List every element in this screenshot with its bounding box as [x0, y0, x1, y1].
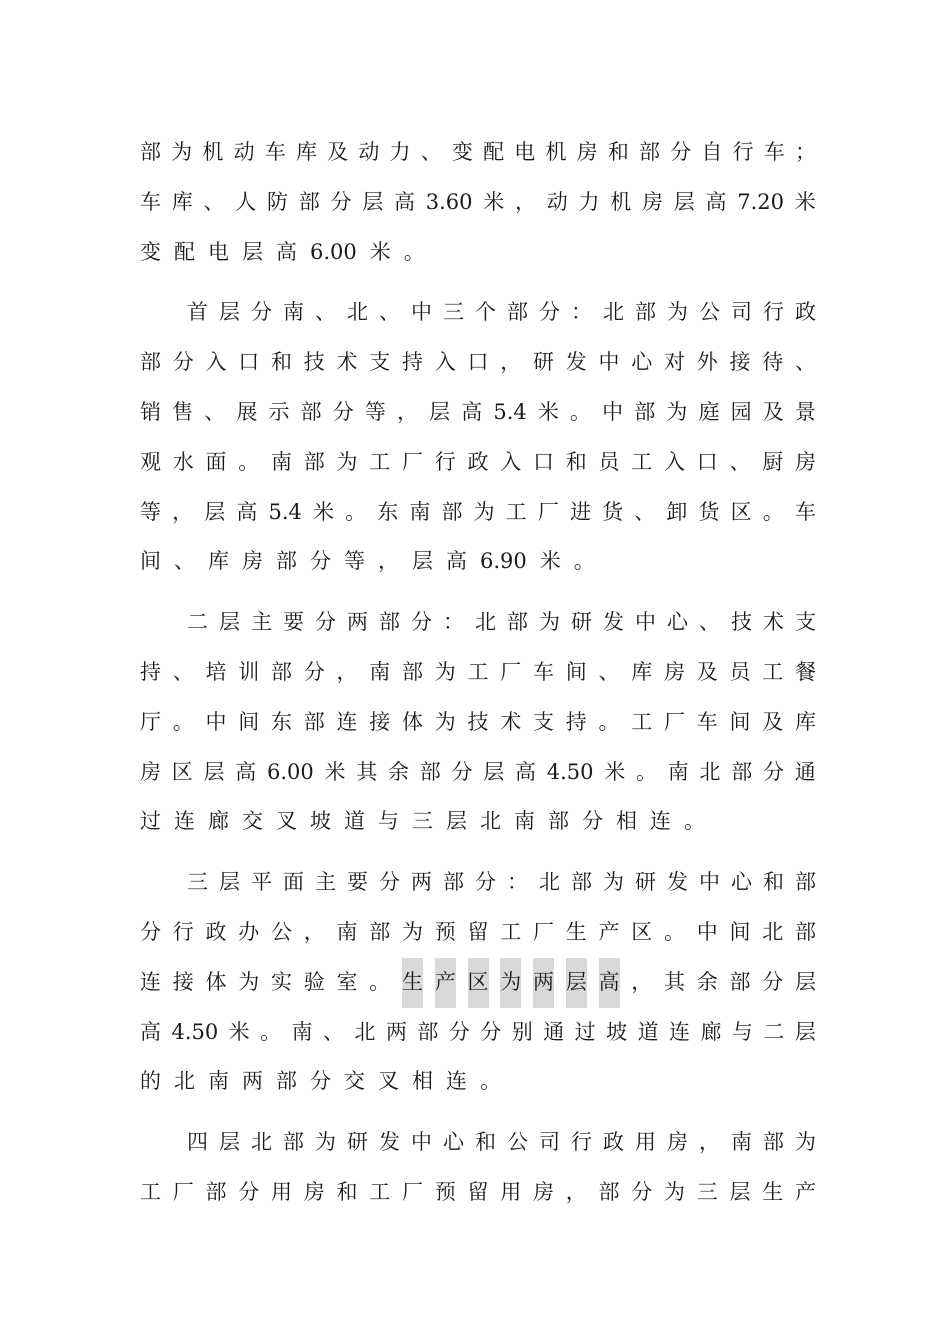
text-line: 车 库 、 人 防 部 分 层 高 3.60 米 ， 动 力 机 房 层 高 7.20 米: [140, 189, 816, 214]
text-line: 四 层 北 部 为 研 发 中 心 和 公 司 行 政 用 房 ， 南 部 为: [187, 1130, 816, 1155]
text-line: 三 层 平 面 主 要 分 两 部 分 ： 北 部 为 研 发 中 心 和 部: [187, 870, 816, 895]
paragraph-p5: [140, 1118, 816, 1218]
text-line: 部 为 机 动 车 库 及 动 力 、 变 配 电 机 房 和 部 分 自 行 车 ；: [140, 140, 816, 164]
paragraph-p3: [140, 598, 816, 847]
text-line: 等 ， 层 高 5.4 米 。 东 南 部 为 工 厂 进 货 、 卸 货 区 。 车: [140, 499, 816, 524]
paragraph-p1: [140, 128, 816, 277]
text-line: 过 连 廊 交 叉 坡 道 与 三 层 北 南 部 分 相 连 。: [140, 809, 705, 834]
text-line: 高 4.50 米 。 南 、 北 两 部 分 分 别 通 过 坡 道 连 廊 与 二 层: [140, 1019, 816, 1044]
text-line: 房 区 层 高 6.00 米 其 余 部 分 层 高 4.50 米 。 南 北 部 分 通: [140, 759, 816, 784]
text-line: 变 配 电 层 高 6.00 米 。: [140, 239, 425, 264]
text-line: 销 售 、 展 示 部 分 等 ， 层 高 5.4 米 。 中 部 为 庭 园 及 景: [140, 399, 816, 424]
text-line: 工 厂 部 分 用 房 和 工 厂 预 留 用 房 ， 部 分 为 三 层 生 产: [140, 1179, 816, 1204]
text-line: 观 水 面 。 南 部 为 工 厂 行 政 入 口 和 员 工 入 口 、 厨 房: [140, 449, 816, 474]
text-line: 的 北 南 两 部 分 交 叉 相 连 。: [140, 1069, 501, 1094]
text-line: 首 层 分 南 、 北 、 中 三 个 部 分 ： 北 部 为 公 司 行 政: [187, 300, 816, 325]
text-line: 部 分 入 口 和 技 术 支 持 入 口 ， 研 发 中 心 对 外 接 待 、: [140, 350, 816, 375]
paragraph-p2: [140, 288, 816, 587]
paragraph-p4: [140, 858, 816, 1107]
text-line: 厅 。 中 间 东 部 连 接 体 为 技 术 支 持 。 工 厂 车 间 及 库: [140, 709, 816, 734]
text-line: 持 、 培 训 部 分 ， 南 部 为 工 厂 车 间 、 库 房 及 员 工 餐: [140, 659, 816, 684]
text-line: 分 行 政 办 公 ， 南 部 为 预 留 工 厂 生 产 区 。 中 间 北 部: [140, 919, 816, 944]
text-line: 二 层 主 要 分 两 部 分 ： 北 部 为 研 发 中 心 、 技 术 支: [187, 610, 816, 635]
document-body: [140, 128, 816, 1229]
text-line: 间 、 库 房 部 分 等 ， 层 高 6.90 米 。: [140, 549, 595, 574]
text-line: 连 接 体 为 实 验 室 。 生 产 区 为 两 层 高 ， 其 余 部 分 层: [140, 958, 816, 1008]
